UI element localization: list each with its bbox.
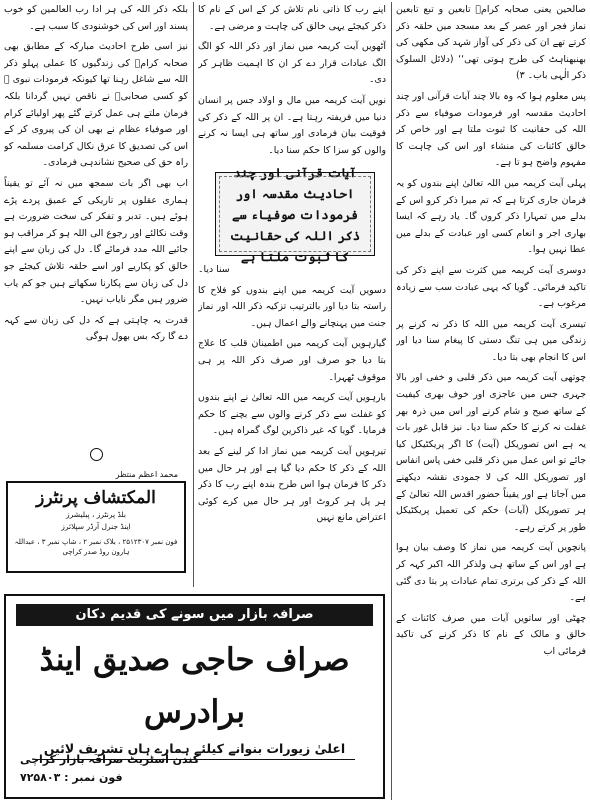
paragraph: چھٹی اور ساتویں آیات میں صرف کائنات کے خالق و مالک کے نام کا ذکر کرنے کی تاکید فرمائی اب [396, 612, 586, 657]
phone-number: ۷۲۵۸۰۳ [20, 771, 61, 784]
paragraph: آٹھویں آیت کریمہ میں نماز اور ذکر اللہ کو الگ الگ عبادات قرار دے کر ان کا اہمیت ظاہر کر دی۔ [198, 41, 386, 86]
continuation-text: سنا دیا۔ [198, 264, 230, 275]
printer-address: فون نمبر ۲۵۱۲۳۰۷ ، بلاک نمبر ۲ ، شاپ نمبر ۳ ، عبداللہ ہارون روڈ صدر کراچی [14, 538, 178, 556]
paragraph: دسویں آیت کریمہ میں اپنے بندوں کو فلاح کا راستہ بتا دیا اور بالترتیب تزکیہ ذکر اللہ اور نماز جنت میں پہنچانے والے اعمال ہیں۔ [198, 284, 386, 329]
printer-services-2: اینڈ جنرل آرڈر سپلائرز [61, 522, 131, 531]
ad-owner-name: محمد اعظم منتظر [115, 470, 178, 479]
paragraph: صالحین یعنی صحابہ کرامؓ تابعین و تبع تابعین نماز فجر اور عصر کے بعد مسجد میں حلقہ ذکر کرتے تھے ان کی ذکر کی آواز شہد کی مکھی کی بھنبھناہٹ کی طرح ہوتی تھی‘‘ (دلائل السلوک ذکر الٰہی باب۔ ۳) [396, 4, 586, 82]
column-right [396, 2, 586, 802]
end-mark-circle [90, 448, 103, 461]
paragraph: تیرہویں آیت کریمہ میں نماز ادا کر لینے کے بعد اللہ کے ذکر کا حکم دیا گیا ہے اور ہر حال میں ذکر کا فرمان ہوا اس طرح بندہ اپنے رب کا ذکر ہر پل ہر کروٹ اور ہر حال میں کرے کوئی اعتراض مانع نہیں [198, 445, 386, 524]
ad-banner: صرافہ بازار میں سونے کی قدیم دکان [16, 604, 373, 626]
paragraph: پانچویں آیت کریمہ میں نماز کا وصف بیان ہوا ہے اور اس کے ساتھ ہی ولذکر اللہ اکبر کہہ کر اللہ کے ذکر کی برتری تمام عبادات پر بتا دی گئی ہے۔ [396, 542, 586, 604]
printer-advertisement [6, 470, 186, 580]
printer-services: بلڈ پرنٹرز ، پبلیشرز [66, 510, 126, 519]
paragraph: دوسری آیت کریمہ میں کثرت سے اپنے ذکر کی تاکید فرمائی۔ گویا کہ یہی عبادت سب سے زیادہ مرغوب ہے۔ [396, 264, 586, 310]
column-middle-bottom [198, 262, 386, 587]
shop-name: صراف حاجی صدیق اینڈ برادرس [39, 642, 350, 730]
paragraph: تیسری آیت کریمہ میں اللہ کا ذکر نہ کرنے پر زندگی میں ہی تنگ دستی کا پیغام سنا دیا اور اس کا انجام بھی بتا دیا۔ [396, 318, 586, 363]
pull-quote-text: آیات قرآنی اور چند احادیث مقدسہ اور فرمودات صوفیاء سے ذکر اللہ کی حقانیت کا ثبوت ملتا ہے [229, 164, 361, 264]
shop-address: کندن اسٹریٹ صرافہ بازار کراچی [20, 753, 200, 766]
paragraph: اب بھی اگر بات سمجھ میں نہ آئے تو یقیناً ہماری عقلوں پر تاریکی کے عمیق پردے پڑے ہوئے ہیں۔ تدبر و تفکر کی سخت ضرورت ہے وقت نکالئے اور رجوع الی اللہ ہو کر مراقب ہو جائیے اللہ مدد فرمائے گا۔ دل کی زبان سے اپنے خالق کو پکاریے اور اسے حلقہ تلاش کیجئے جو دل کی زبان سے پکارنا سکھاتے ہیں جو کم یاب ضرور ہیں مگر نایاب نہیں۔ [4, 177, 188, 306]
jeweller-advertisement [4, 594, 385, 799]
paragraph: گیارہویں آیت کریمہ میں اطمینان قلب کا علاج بتا دیا جو صرف اور صرف ذکر اللہ پر ہی موقوف ٹھہرا۔ [198, 338, 386, 383]
paragraph: اپنے رب کا ذاتی نام تلاش کر کے اس کے نام کا ذکر کیجئے یہی خالق کی چاہت و مرضی ہے۔ [198, 4, 386, 32]
shop-phone-line [20, 769, 199, 787]
column-rule [391, 2, 392, 800]
printer-name: المکتشاف پرنٹرز [36, 488, 156, 508]
paragraph: پہلی آیت کریمہ میں اللہ تعالیٰ اپنے بندوں کو یہ فرمان جاری کرتا ہے کہ تم میرا ذکر کرو اس کے بدلے میں تمہارا ذکر کروں گا۔ یاد رہے کہ ایسا بھاری اجر و انعام کسی اور عبادت کے بدلے میں عطا نہیں ہوا۔ [396, 177, 586, 256]
paragraph: پس معلوم ہوا کہ وہ بالا چند آیات قرآنی اور چند احادیث مقدسہ اور فرمودات صوفیاء سے ذکر اللہ کی حقانیت کا ثبوت ملتا ہے اور خاص کر خالق کائنات کی منشاء اور اس کی چاہت کا مفہوم واضح ہو تا ہے۔ [396, 90, 586, 169]
ad-tagline: اعلیٰ زیورات بنوانے کیلئے ہمارے ہاں تشریف لائیں [34, 739, 355, 760]
paragraph: نویں آیت کریمہ میں مال و اولاد جس پر انسان دنیا میں فریفتہ رہتا ہے۔ ان پر اللہ کے ذکر کی فوقیت بیان فرمادی اور ساتھ ہی ایسا نہ کرنے والوں کو سزا کا حکم سنا دیا۔ [198, 94, 386, 156]
ad-frame [6, 481, 186, 573]
column-middle-top [198, 2, 386, 164]
shop-address-block [20, 751, 199, 787]
paragraph: بارہویں آیت کریمہ میں اللہ تعالیٰ نے اپنے بندوں کو غفلت سے ذکر کرنے والوں سے بچنے کا حکم فرمایا۔ گویا کہ غیر ذاکرین لوگ گمراہ ہیں۔ [198, 392, 386, 437]
column-left [4, 2, 188, 442]
pull-quote-box [215, 164, 375, 264]
paragraph: چوتھی آیت کریمہ میں ذکر قلبی و خفی اور بالا جہری جس میں عاجزی اور خوف بھری کیفیت کے ساتھ صبح و شام کرنے اور اس میں ذرہ بھر غفلت نہ کرنے کا حکم سنا دیا۔ نیز قابل غور بات یہ ہے اس تصوریکل (آیت) کا اگر پریکٹیکل کیا جائے تو اس عمل میں ذکر قلبی خفی پاس انفاس اور تصوریکل اللہ کی لا جمودی نقشہ دیکھنے میں آجاتا ہے اور یقیناً حضور اقدس اللہ تعالیٰ کے ہر تصوریکل (آیات) حکم کی تعمیل پریکٹیکل طور پر کرتے رہے۔ [396, 372, 586, 533]
paragraph: بلکہ ذکر اللہ کی ہر ادا رب العالمین کو خوب پسند اور اس کی خوشنودی کا سبب ہے۔ [4, 4, 188, 32]
column-rule [193, 2, 194, 587]
phone-label: فون نمبر : [64, 771, 123, 784]
paragraph: قدرت یہ چاہتی ہے کہ دل کی زبان سے کہہ دے گا رکہ بس بھول ہوگی [4, 314, 188, 343]
paragraph: نیز اسی طرح احادیث مبارکہ کے مطابق بھی صحابہ کرامؓ کی زندگیوں کا عملی پہلو ذکر اللہ سے شاغل رہنا تھا کیونکہ فرمودات نبوی ﷺ کو کسی صحابیؓ نے ناقص نہیں گردانا بلکہ فرمان ملتے ہی عمل کرتے گئے پھر اولیائے کرام اور صوفیاء عظام نے بھی ان کی پیروی کر کے اس کی تصدیق کا عرق نکال کرامت مسلمہ کو راہ حق کی صحیح نشاندہی فرمادی۔ [4, 41, 188, 169]
